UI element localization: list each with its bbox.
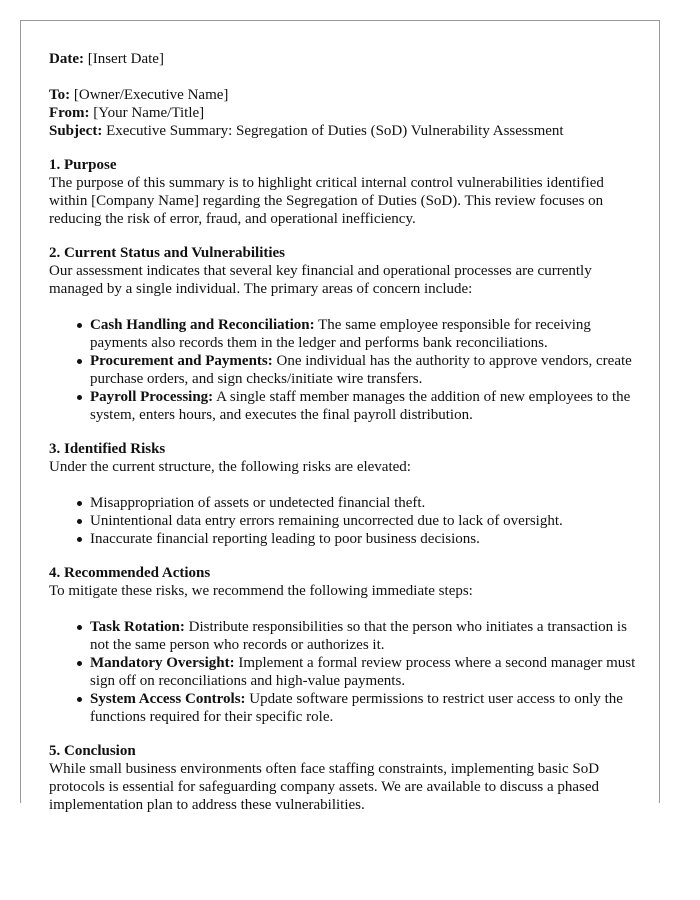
actions-intro: To mitigate these risks, we recommend the following immediate steps: [49,583,473,599]
from-line [49,104,639,122]
list-item: Inaccurate financial reporting leading to poor business decisions. [90,530,639,548]
list-item [90,690,639,726]
list-item [90,316,639,352]
date-value: [Insert Date] [87,51,164,67]
item-text: The same employee responsible for receiving payments also records them in the ledger and performs bank reconciliations. [90,317,591,351]
status-heading: 2. Current Status and Vulnerabilities [49,245,286,261]
list-item: Misappropriation of assets or undetected financial theft. [90,494,639,512]
list-item: Unintentional data entry errors remaining uncorrected due to lack of oversight. [90,512,639,530]
risks-list [49,494,639,548]
purpose-body: The purpose of this summary is to highlight critical internal control vulnerabilities identified within [Company Name] regarding the Segregation of Duties (SoD). This review focuses on reducing the risk of error, fraud, and operational inefficiency. [49,175,604,227]
purpose-heading: 1. Purpose [49,157,117,173]
risks-heading: 3. Identified Risks [49,441,166,457]
actions-list [49,618,639,726]
document-page [20,20,660,813]
item-text: Update software permissions to restrict user access to only the functions required for their specific role. [90,691,623,725]
list-item [90,654,639,690]
list-item [90,388,639,424]
memo-content [49,50,639,814]
item-term: Task Rotation: [90,619,185,635]
item-text: A single staff member manages the addition of new employees to the system, enters hours, and executes the final payroll distribution. [90,389,631,423]
to-value: [Owner/Executive Name] [73,87,229,103]
to-line [49,86,639,104]
subject-value: Executive Summary: Segregation of Duties (SoD) Vulnerability Assessment [106,123,564,139]
subject-line [49,122,639,140]
item-term: Procurement and Payments: [90,353,273,369]
to-label: To: [49,87,71,103]
date-line [49,50,639,68]
from-label: From: [49,105,90,121]
status-intro: Our assessment indicates that several key financial and operational processes are currently managed by a single individual. The primary areas of concern include: [49,263,592,297]
item-text: Distribute responsibilities so that the person who initiates a transaction is not the same person who records or authorizes it. [90,619,627,653]
list-item [90,352,639,388]
item-term: Cash Handling and Reconciliation: [90,317,315,333]
status-list [49,316,639,424]
item-term: Payroll Processing: [90,389,214,405]
item-term: Mandatory Oversight: [90,655,235,671]
conclusion-heading: 5. Conclusion [49,743,136,759]
from-value: [Your Name/Title] [93,105,205,121]
date-label: Date: [49,51,84,67]
actions-heading: 4. Recommended Actions [49,565,211,581]
item-text: Implement a formal review process where a second manager must sign off on reconciliations and high-value payments. [90,655,636,689]
subject-label: Subject: [49,123,103,139]
risks-intro: Under the current structure, the following risks are elevated: [49,459,411,475]
item-text: One individual has the authority to approve vendors, create purchase orders, and sign checks/initiate wire transfers. [90,353,632,387]
list-item [90,618,639,654]
conclusion-body: While small business environments often face staffing constraints, implementing basic SoD protocols is essential for safeguarding company assets. We are available to discuss a phased implementation plan to address these vulnerabilities. [49,761,600,813]
item-term: System Access Controls: [90,691,246,707]
